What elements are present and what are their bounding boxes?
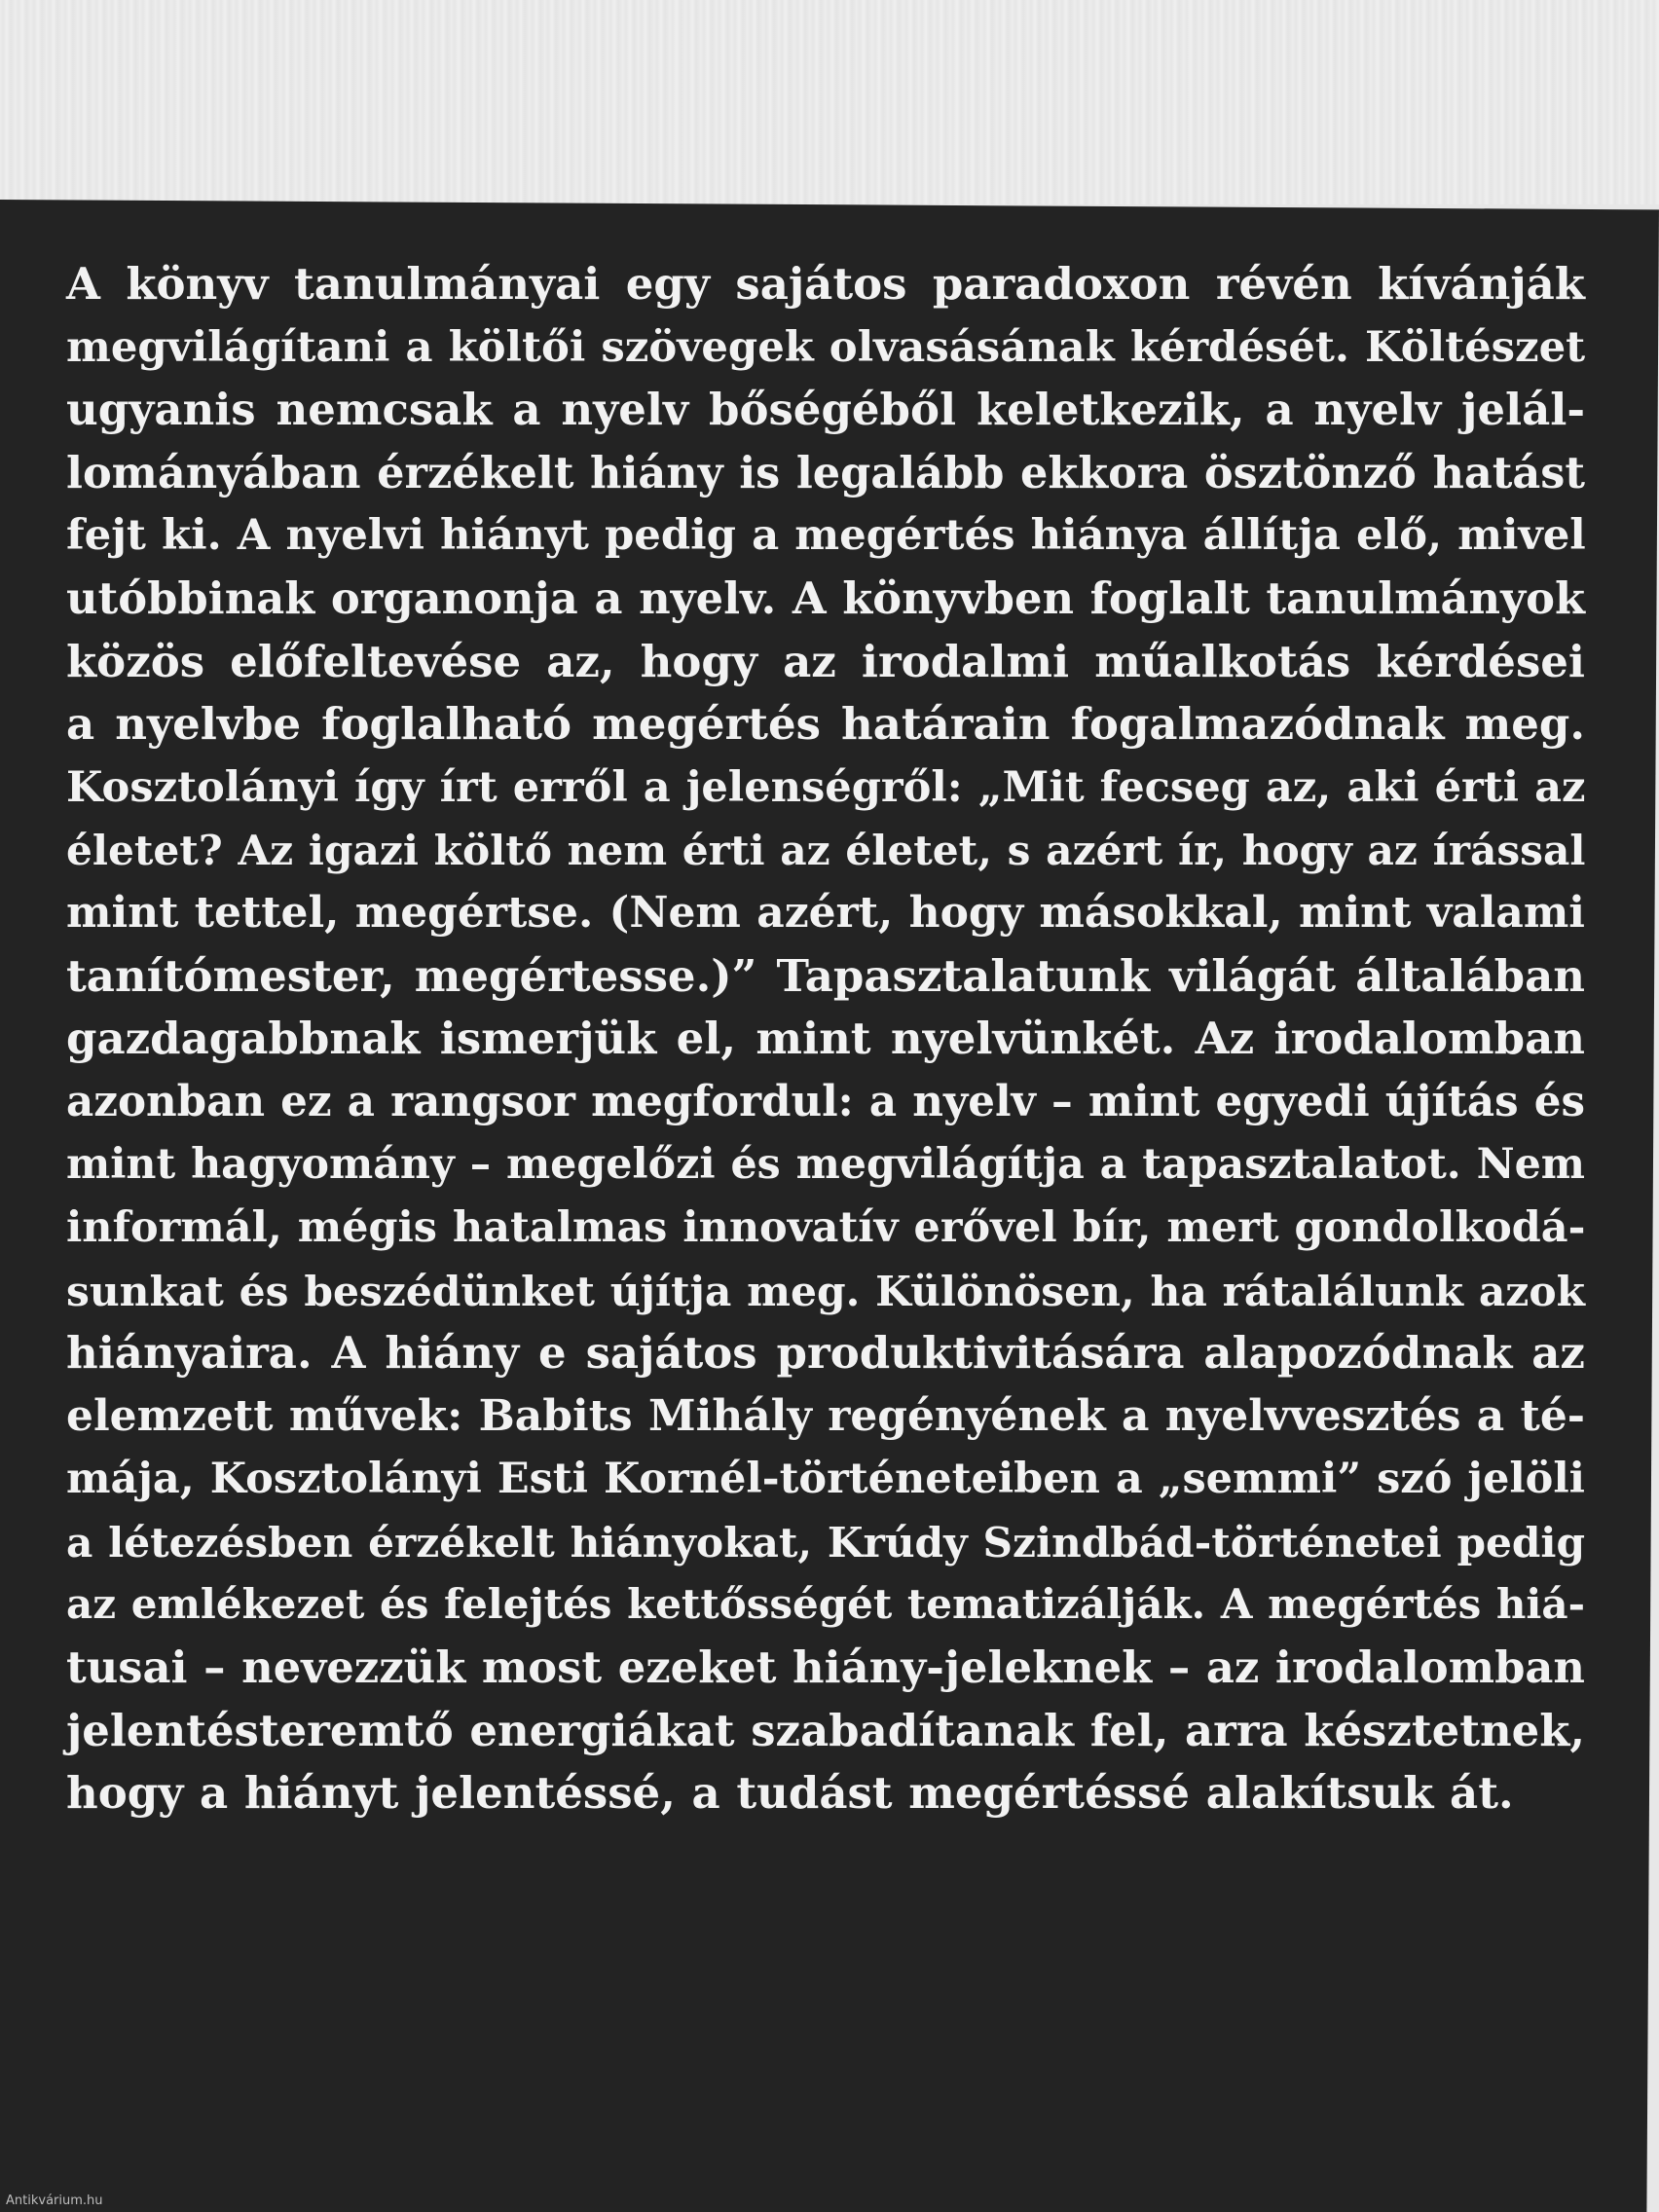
blurb-line: informál, mégis hatalmas innovatív erővel bír, mert gondolkodá-: [66, 1202, 1586, 1252]
cover-blurb-text: [66, 253, 1585, 1825]
watermark: Antikvárium.hu: [6, 2194, 103, 2208]
blurb-line: tanítómester, megértesse.)” Tapasztalatunk világát általában: [66, 949, 1585, 1002]
blurb-line: ugyanis nemcsak a nyelv bőségéből keletkezik, a nyelv jelál-: [66, 384, 1585, 436]
blurb-line: közös előfeltevése az, hogy az irodalmi műalkotás kérdései: [66, 635, 1585, 687]
blurb-line: mint hagyomány – megelőzi és megvilágítja a tapasztalatot. Nem: [66, 1140, 1585, 1190]
blurb-line: megvilágítani a költői szövegek olvasásának kérdését. Költészet: [66, 321, 1586, 372]
blurb-line: életet? Az igazi költő nem érti az életet, s azért ír, hogy az írással: [66, 826, 1586, 875]
blurb-line: gazdagabbnak ismerjük el, mint nyelvünkét. Az irodalomban: [66, 1013, 1585, 1065]
blurb-line: a nyelvbe foglalható megértés határain fogalmazódnak meg.: [66, 698, 1585, 751]
blurb-line: mint tettel, megértse. (Nem azért, hogy másokkal, mint valami: [66, 887, 1585, 938]
blurb-line: A könyv tanulmányai egy sajátos paradoxon révén kívánják: [66, 258, 1585, 310]
blurb-line: tusai – nevezzük most ezeket hiány-jeleknek – az irodalomban: [66, 1641, 1585, 1694]
blurb-line: a létezésben érzékelt hiányokat, Krúdy Szindbád-történetei pedig: [66, 1517, 1585, 1567]
blurb-line: az emlékezet és felejtés kettősségét tematizálják. A megértés hiá-: [66, 1580, 1585, 1629]
blurb-line: Kosztolányi így írt erről a jelenségről: „Mit fecseg az, aki érti az: [66, 761, 1586, 812]
blurb-line: fejt ki. A nyelvi hiányt pedig a megértés hiánya állítja elő, mivel: [66, 510, 1586, 561]
blurb-line: sunkat és beszédünket újítja meg. Különösen, ha rátalálunk azok: [66, 1266, 1585, 1315]
blurb-line: jelentésteremtő energiákat szabadítanak fel, arra késztetnek,: [66, 1704, 1585, 1756]
blurb-line: utóbbinak organonja a nyelv. A könyvben foglalt tanulmányok: [66, 571, 1585, 624]
paper-background-strip: [0, 0, 1659, 204]
blurb-line: hiányaira. A hiány e sajátos produktivitására alapozódnak az: [66, 1327, 1585, 1380]
blurb-line: lományában érzékelt hiány is legalább ekkora ösztönző hatást: [66, 446, 1585, 498]
blurb-line: hogy a hiányt jelentéssé, a tudást megértéssé alakítsuk át.: [66, 1767, 1514, 1820]
blurb-line: azonban ez a rangsor megfordul: a nyelv – mint egyedi újítás és: [66, 1076, 1585, 1126]
blurb-line: mája, Kosztolányi Esti Kornél-történeteiben a „semmi” szó jelöli: [66, 1455, 1585, 1504]
blurb-line: elemzett művek: Babits Mihály regényének a nyelvvesztés a té-: [66, 1390, 1585, 1441]
